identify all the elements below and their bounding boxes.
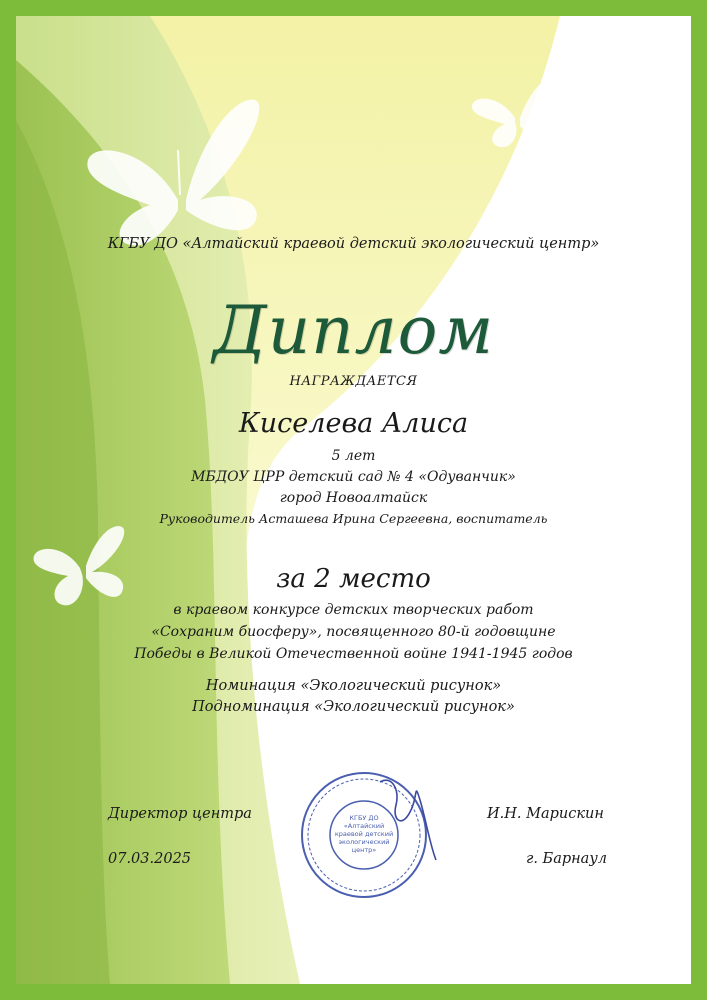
nomination: Номинация «Экологический рисунок» — [205, 678, 502, 694]
award-place: за 2 место — [276, 564, 431, 594]
recipient-institution: МБДОУ ЦРР детский сад № 4 «Одуванчик» — [191, 469, 516, 485]
issue-place: г. Барнаул — [526, 851, 607, 867]
stamp-line: экологический — [338, 838, 390, 846]
recipient-city: город Новоалтайск — [279, 490, 428, 506]
stamp-line: «Алтайский — [343, 822, 385, 830]
signatory-name: И.Н. Марискин — [487, 806, 604, 822]
issue-date: 07.03.2025 — [108, 851, 192, 867]
subnomination: Подноминация «Экологический рисунок» — [192, 699, 515, 715]
stamp-line: краевой детский — [334, 830, 394, 838]
contest-line-2: «Сохраним биосферу», посвященного 80-й годовщине — [151, 624, 556, 640]
recipient-leader: Руководитель Асташева Ирина Сергеевна, воспитатель — [159, 511, 548, 526]
stamp-line: центр» — [351, 846, 377, 854]
diploma-title: Диплом — [212, 292, 495, 369]
organization-name: КГБУ ДО «Алтайский краевой детский экологический центр» — [107, 236, 600, 252]
contest-line-1: в краевом конкурсе детских творческих работ — [173, 602, 534, 618]
recipient-age: 5 лет — [331, 448, 376, 464]
stamp-line: КГБУ ДО — [349, 814, 379, 822]
recipient-name: Киселева Алиса — [238, 408, 469, 439]
signatory-position: Директор центра — [108, 806, 252, 822]
awarded-label: НАГРАЖДАЕТСЯ — [289, 374, 418, 389]
contest-line-3: Победы в Великой Отечественной войне 1941-1945 годов — [134, 646, 573, 662]
stamp-text — [284, 770, 444, 900]
